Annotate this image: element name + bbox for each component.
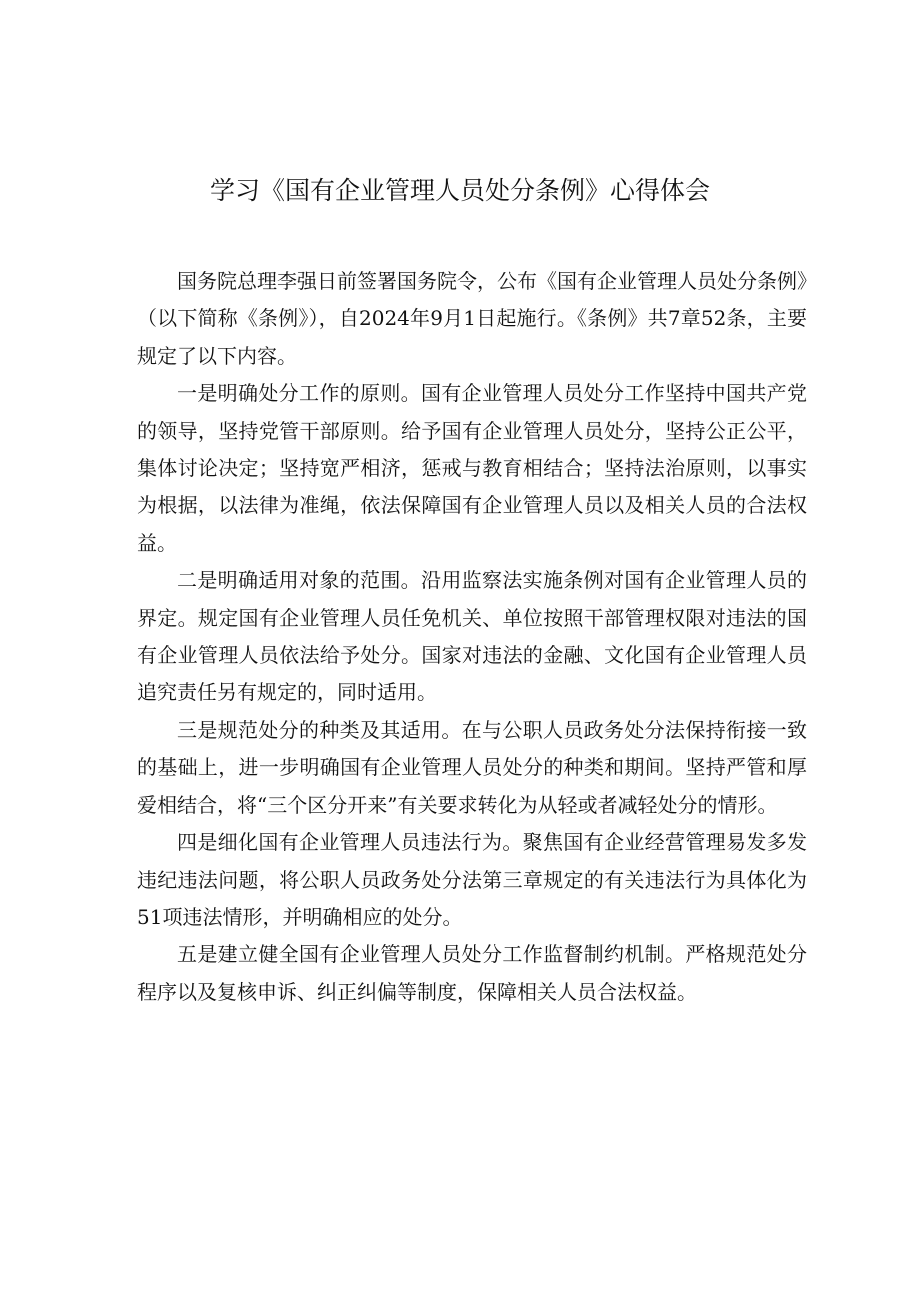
- paragraph-scope: 二是明确适用对象的范围。沿用监察法实施条例对国有企业管理人员的界定。规定国有企业管理人员任免机关、单位按照干部管理权限对违法的国有企业管理人员依法给予处分。国家对违法的金融、文化国有企业管理人员追究责任另有规定的，同时适用。: [137, 568, 807, 705]
- paragraph-violations: 四是细化国有企业管理人员违法行为。聚焦国有企业经营管理易发多发违纪违法问题，将公职人员政务处分法第三章规定的有关违法行为具体化为51项违法情形，并明确相应的处分。: [137, 830, 807, 929]
- document-title: 学习《国有企业管理人员处分条例》心得体会: [209, 176, 710, 205]
- document-body: [137, 263, 807, 1011]
- paragraph-intro: 国务院总理李强日前签署国务院令，公布《国有企业管理人员处分条例》（以下简称《条例》），自2024年9月1日起施行。《条例》共7章52条，主要规定了以下内容。: [137, 269, 807, 368]
- paragraph-punishment-types: 三是规范处分的种类及其适用。在与公职人员政务处分法保持衔接一致的基础上，进一步明确国有企业管理人员处分的种类和期间。坚持严管和厚爱相结合，将“三个区分开来”有关要求转化为从轻或者减轻处分的情形。: [137, 717, 807, 817]
- paragraph-principles: 一是明确处分工作的原则。国有企业管理人员处分工作坚持中国共产党的领导，坚持党管干部原则。给予国有企业管理人员处分，坚持公正公平，集体讨论决定；坚持宽严相济，惩戒与教育相结合；坚持法治原则，以事实为根据，以法律为准绳，依法保障国有企业管理人员以及相关人员的合法权益。: [137, 381, 807, 555]
- paragraph-supervision: 五是建立健全国有企业管理人员处分工作监督制约机制。严格规范处分程序以及复核申诉、纠正纠偏等制度，保障相关人员合法权益。: [137, 942, 807, 1004]
